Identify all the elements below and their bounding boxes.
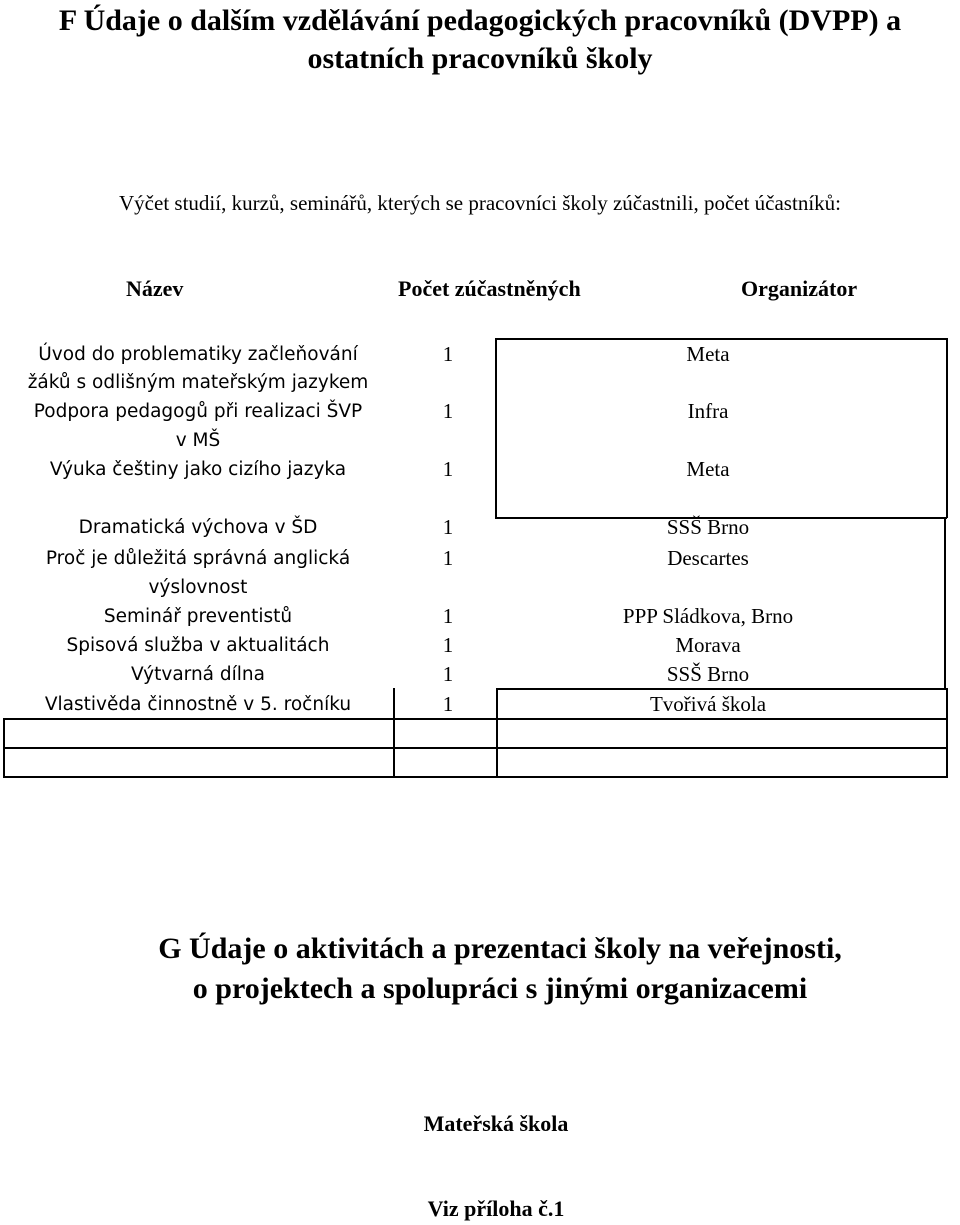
row-organizer: Infra [687, 399, 729, 423]
section-g-title-line1: G Údaje o aktivitách a prezentaci školy na veřejnosti, [158, 932, 842, 965]
column-header-count: Počet zúčastněných [398, 276, 581, 301]
section-f-title-line1: F Údaje o dalším vzdělávání pedagogických pracovníků (DVPP) a [58, 4, 902, 37]
row-organizer: Meta [686, 342, 730, 366]
table-border [946, 338, 948, 518]
subheading-kindergarten: Mateřská škola [423, 1111, 569, 1136]
row-name-line1: Dramatická výchova v ŠD [78, 517, 318, 538]
row-name-line2: výslovnost [148, 577, 248, 598]
column-header-organizer: Organizátor [741, 276, 858, 301]
row-name-line1: Proč je důležitá správná anglická [45, 548, 351, 569]
row-name-line1: Úvod do problematiky začleňování [38, 344, 358, 365]
row-organizer: Descartes [667, 546, 749, 570]
row-name-line2: žáků s odlišným mateřským jazykem [27, 372, 369, 393]
row-count: 1 [442, 633, 454, 657]
row-organizer: SSŠ Brno [666, 662, 750, 686]
row-name-line1: Podpora pedagogů při realizaci ŠVP [33, 401, 363, 422]
table-border [3, 776, 948, 778]
table-border [3, 718, 948, 720]
row-organizer: Tvořivá škola [649, 692, 767, 716]
row-name-line1: Vlastivěda činnostně v 5. ročníku [44, 694, 352, 715]
row-count: 1 [442, 342, 454, 366]
attachment-note: Viz příloha č.1 [427, 1196, 565, 1221]
row-organizer: Meta [686, 457, 730, 481]
row-organizer: Morava [675, 633, 741, 657]
row-count: 1 [442, 546, 454, 570]
column-header-name: Název [126, 276, 184, 301]
table-border [393, 688, 395, 778]
table-border [3, 747, 948, 749]
row-count: 1 [442, 515, 454, 539]
row-count: 1 [442, 692, 454, 716]
table-border [946, 688, 948, 778]
section-g-title-line2: o projektech a spolupráci s jinými organizacemi [192, 972, 808, 1005]
row-count: 1 [442, 662, 454, 686]
row-name-line1: Výtvarná dílna [131, 664, 265, 685]
row-name-line1: Spisová služba v aktualitách [66, 635, 330, 656]
table-border [944, 518, 946, 690]
row-count: 1 [442, 457, 454, 481]
row-name-line2: v MŠ [175, 430, 221, 451]
table-border [495, 338, 947, 340]
section-f-title-line2: ostatních pracovníků školy [307, 42, 653, 75]
row-count: 1 [442, 604, 454, 628]
row-organizer: SSŠ Brno [666, 515, 750, 539]
row-organizer: PPP Sládkova, Brno [622, 604, 794, 628]
row-count: 1 [442, 399, 454, 423]
section-f-intro: Výčet studií, kurzů, seminářů, kterých se pracovníci školy zúčastnili, počet účastníků: [119, 191, 841, 215]
table-border [496, 688, 948, 690]
row-name-line1: Výuka češtiny jako cizího jazyka [49, 459, 347, 480]
row-name-line1: Seminář preventistů [103, 606, 293, 627]
table-border [3, 718, 5, 778]
